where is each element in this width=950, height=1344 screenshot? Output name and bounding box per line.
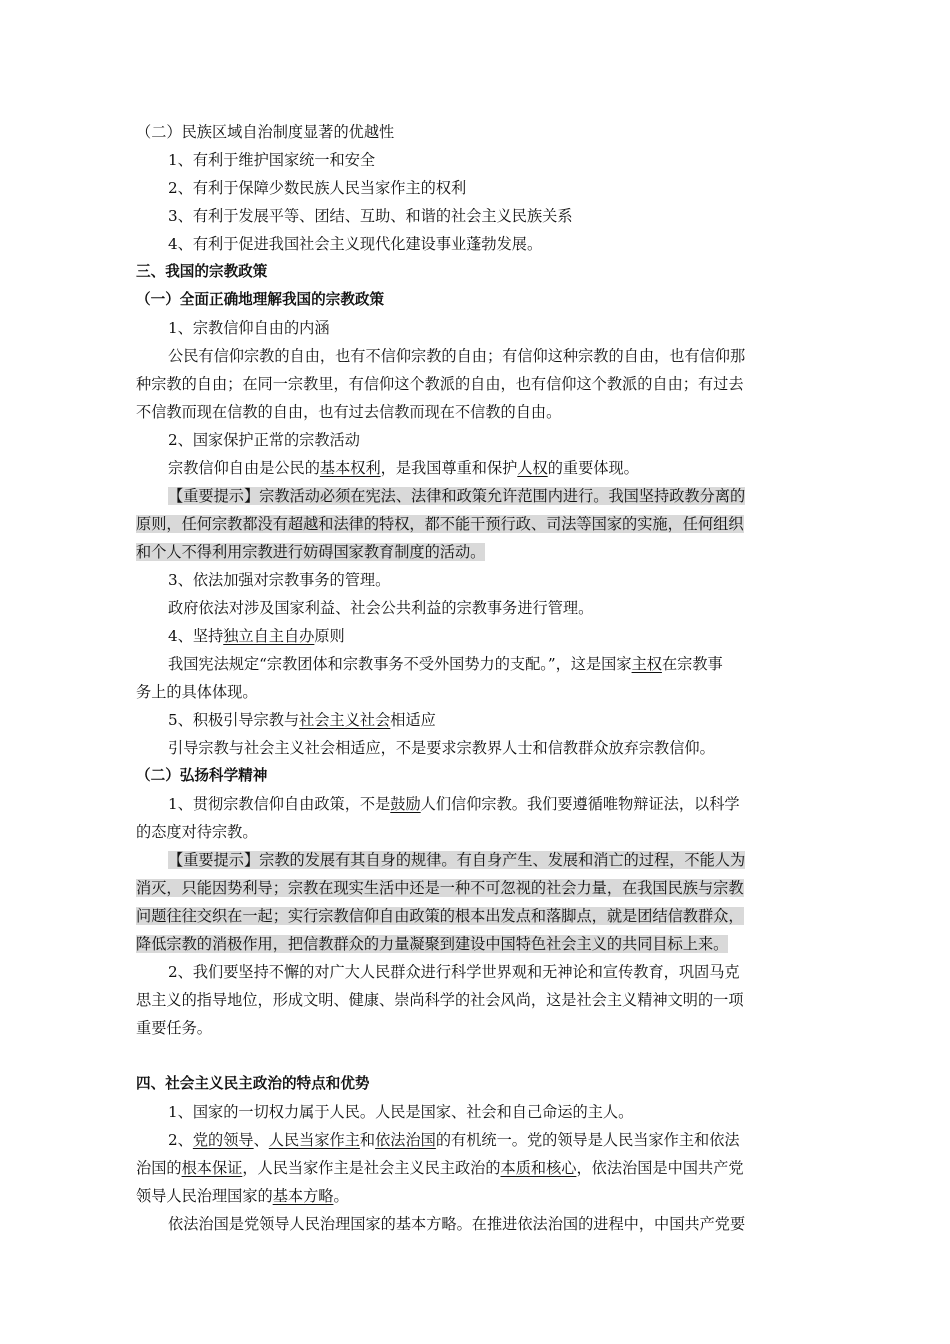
underlined-term: 本质和核心 [500,1159,577,1177]
underlined-term: 根本保证 [181,1159,243,1177]
underlined-term: 人权 [517,459,548,477]
paragraph-line [136,454,816,482]
paragraph-line: 2、我们要坚持不懈的对广大人民群众进行科学世界观和无神论和宣传教育，巩固马克 [168,963,740,981]
paragraph-title [136,622,816,650]
paragraph-line: 政府依法对涉及国家利益、社会公共利益的宗教事务进行管理。 [168,599,594,617]
underlined-term: 社会主义社会 [299,711,391,729]
highlighted-tip: 降低宗教的消极作用，把信教群众的力量凝聚到建设中国特色社会主义的共同目标上来。 [136,935,729,953]
underlined-term: 依法治国 [375,1131,436,1149]
paragraph-line: 思主义的指导地位，形成文明、健康、崇尚科学的社会风尚，这是社会主义精神文明的一项 [136,991,744,1009]
paragraph-line: 公民有信仰宗教的自由，也有不信仰宗教的自由；有信仰这种宗教的自由，也有信仰那 [168,347,746,365]
text: ，是我国尊重和保护 [380,459,518,477]
text: 领导人民治理国家的 [136,1187,273,1205]
text: 和 [359,1131,376,1149]
underlined-term: 鼓励 [390,795,421,813]
list-item: 4、有利于促进我国社会主义现代化建设事业蓬勃发展。 [168,235,543,253]
underlined-term: 主权 [631,655,662,673]
highlighted-tip: 问题往往交织在一起；实行宗教信仰自由政策的根本出发点和落脚点，就是团结信教群众， [136,907,744,925]
text: 在宗教事 [661,655,723,673]
highlighted-tip: 消灭，只能因势利导；宗教在现实生活中还是一种不可忽视的社会力量，在我国民族与宗教 [136,879,744,897]
paragraph-line [136,650,816,678]
paragraph-title [136,706,816,734]
paragraph-line [136,1182,816,1210]
chapter-heading: 三、我国的宗教政策 [136,263,268,280]
text: 相适应 [390,711,436,729]
text: 原则 [314,627,345,645]
text: ，依法治国是中国共产党 [576,1159,744,1177]
paragraph-line: 依法治国是党领导人民治理国家的基本方略。在推进依法治国的进程中，中国共产党要 [168,1215,746,1233]
tip-line [136,510,816,538]
paragraph-line: 引导宗教与社会主义社会相适应，不是要求宗教界人士和信教群众放弃宗教信仰。 [168,739,715,757]
document-page [136,118,816,1238]
section-heading: （二）弘扬科学精神 [136,767,268,784]
paragraph-line: 种宗教的自由；在同一宗教里，有信仰这个教派的自由，也有信仰这个教派的自由；有过去 [136,375,744,393]
tip-line [136,846,816,874]
paragraph-title: 3、依法加强对宗教事务的管理。 [168,571,391,589]
tip-line [136,902,816,930]
underlined-term: 独立自主自办 [223,627,315,645]
highlighted-tip: 和个人不得利用宗教进行妨碍国家教育制度的活动。 [136,543,486,561]
underlined-term: 党的领导 [192,1131,254,1149]
list-item: 3、有利于发展平等、团结、互助、和谐的社会主义民族关系 [168,207,573,225]
highlighted-tip: 原则，任何宗教都没有超越和法律的特权，都不能干预行政、司法等国家的实施，任何组织 [136,515,744,533]
list-item: 2、有利于保障少数民族人民当家作主的权利 [168,179,467,197]
blank-line [136,1042,816,1070]
text: 治国的 [136,1159,182,1177]
text: 2、 [168,1131,193,1149]
text: ，人民当家作主是社会主义民主政治的 [242,1159,501,1177]
paragraph-line: 重要任务。 [136,1019,212,1037]
tip-line [136,482,816,510]
text: 、 [253,1131,269,1149]
text: 我国宪法规定“宗教团体和宗教事务不受外国势力的支配。”，这是国家 [168,655,632,673]
paragraph-title: 1、宗教信仰自由的内涵 [168,319,330,337]
paragraph-line: 1、国家的一切权力属于人民。人民是国家、社会和自己命运的主人。 [168,1103,634,1121]
text: 宗教信仰自由是公民的 [168,459,320,477]
paragraph-line: 不信教而现在信教的自由，也有过去信教而现在不信教的自由。 [136,403,562,421]
paragraph-line [136,1126,816,1154]
highlighted-tip: 【重要提示】宗教活动必须在宪法、法律和政策允许范围内进行。我国坚持政教分离的 [168,487,746,505]
paragraph-line: 的态度对待宗教。 [136,823,258,841]
paragraph-title: 2、国家保护正常的宗教活动 [168,431,360,449]
text: 人们信仰宗教。我们要遵循唯物辩证法，以科学 [420,795,740,813]
underlined-term: 人民当家作主 [268,1131,360,1149]
text: 5、积极引导宗教与 [168,711,300,729]
text: 的重要体现。 [547,459,639,477]
tip-line [136,874,816,902]
section-heading: （二）民族区域自治制度显著的优越性 [136,123,395,141]
text: 4、坚持 [168,627,224,645]
underlined-term: 基本方略 [272,1187,334,1205]
paragraph-line [136,790,816,818]
section-heading: （一）全面正确地理解我国的宗教政策 [136,291,385,308]
paragraph-line: 务上的具体体现。 [136,683,258,701]
text: 1、贯彻宗教信仰自由政策，不是 [168,795,391,813]
tip-line [136,538,816,566]
highlighted-tip: 【重要提示】宗教的发展有其自身的规律。有自身产生、发展和消亡的过程，不能人为 [168,851,746,869]
underlined-term: 基本权利 [319,459,381,477]
text: 。 [333,1187,349,1205]
list-item: 1、有利于维护国家统一和安全 [168,151,376,169]
tip-line [136,930,816,958]
text: 的有机统一。党的领导是人民当家作主和依法 [435,1131,740,1149]
paragraph-line [136,1154,816,1182]
chapter-heading: 四、社会主义民主政治的特点和优势 [136,1075,370,1092]
